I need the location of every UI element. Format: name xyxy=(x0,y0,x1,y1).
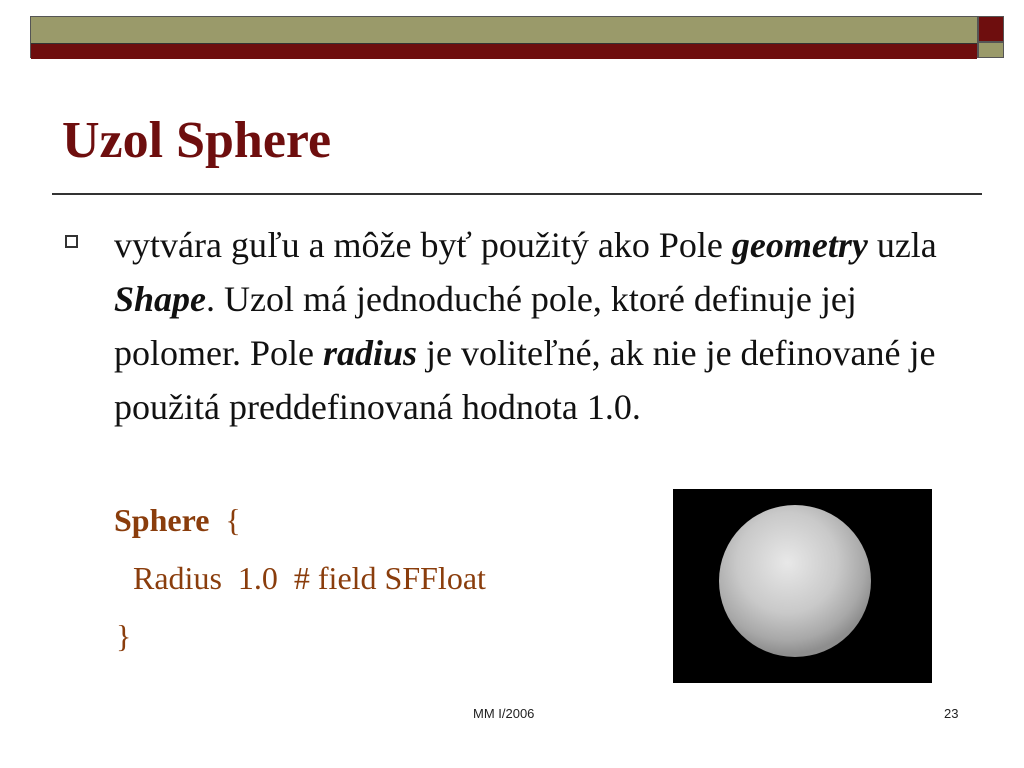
sphere-render-image xyxy=(673,489,932,683)
code-open-brace: { xyxy=(209,502,241,538)
footer-label: MM I/2006 xyxy=(473,706,535,721)
slide-title: Uzol Sphere xyxy=(62,112,332,169)
code-close-brace: } xyxy=(116,618,132,654)
sphere-graphic xyxy=(673,489,932,683)
code-line-radius: Radius 1.0 # field SFFloat xyxy=(133,560,486,596)
code-line-sphere xyxy=(114,504,241,536)
bullet-emphasis-geometry: geometry xyxy=(731,225,868,265)
bullet-text-part-4: je voliteľné, ak nie je definované je použitá preddefinovaná hodnota 1.0. xyxy=(114,333,936,427)
corner-box-olive xyxy=(978,42,1004,58)
bullet-text-part-3: . Uzol má jednoduché pole, ktoré definuje jej polomer. Pole xyxy=(114,279,857,373)
top-band-olive-stripe xyxy=(31,17,977,43)
title-divider xyxy=(52,193,982,195)
bullet-text-part-1: vytvára guľu a môže byť použitý ako Pole xyxy=(114,225,732,265)
top-band-maroon-stripe xyxy=(31,43,977,59)
page-number: 23 xyxy=(944,706,959,721)
code-keyword-sphere: Sphere xyxy=(114,502,210,538)
bullet-emphasis-shape: Shape xyxy=(114,279,207,319)
sphere-shape xyxy=(719,505,871,657)
top-decor-band xyxy=(30,16,978,58)
corner-box-maroon xyxy=(978,16,1004,42)
bullet-emphasis-radius: radius xyxy=(323,333,418,373)
bullet-text-part-2: uzla xyxy=(867,225,937,265)
bullet-paragraph xyxy=(114,218,944,434)
hollow-square-bullet-icon xyxy=(65,235,78,248)
